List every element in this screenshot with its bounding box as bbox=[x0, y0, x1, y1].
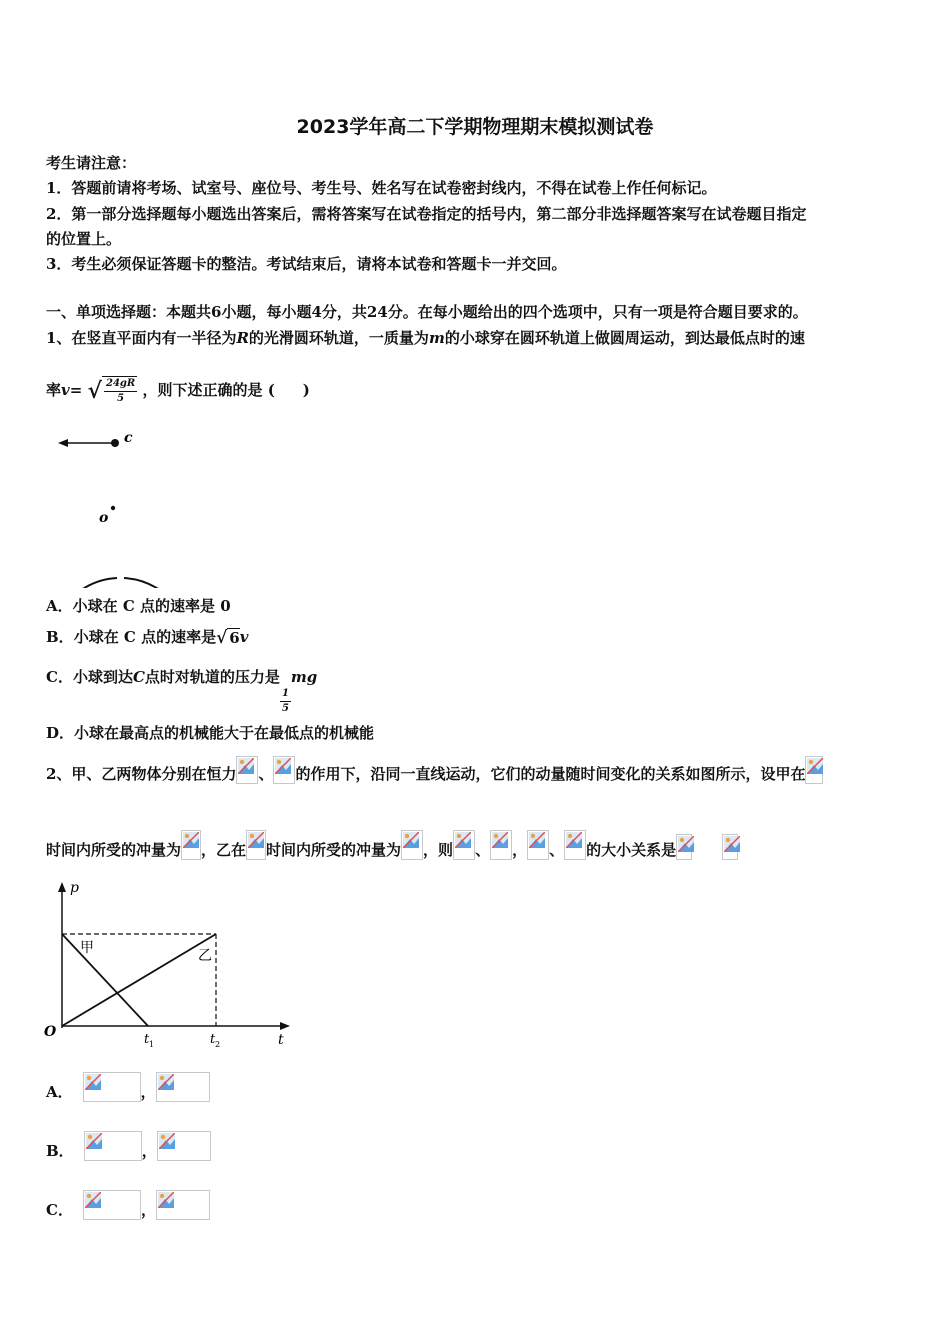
q1-stem-line2: 率v= √ $\frac{24gR}{5}$ ，则下述正确的是 ( ) bbox=[46, 378, 310, 404]
formula-image bbox=[527, 830, 549, 860]
section-heading: 一、单项选择题：本题共6小题，每小题4分，共24分。在每小题给出的四个选项中，只有一项是符合题目要求的。 bbox=[46, 303, 808, 321]
tick-t2-sub: 2 bbox=[215, 1040, 221, 1049]
q1-option-d[interactable]: D．小球在最高点的机械能大于在最低点的机械能 bbox=[46, 724, 375, 742]
center-point bbox=[111, 506, 115, 510]
formula-image bbox=[83, 1190, 141, 1220]
arrow-head-icon bbox=[58, 439, 68, 447]
q1-circle-figure bbox=[40, 428, 200, 588]
q2-option-a[interactable]: A． ， bbox=[46, 1068, 210, 1102]
label-c: c bbox=[124, 430, 133, 446]
q2-option-c[interactable]: C． ， bbox=[46, 1186, 210, 1220]
circle-track bbox=[51, 578, 191, 588]
origin-label: O bbox=[44, 1024, 57, 1040]
formula-image bbox=[181, 830, 201, 860]
notice-item: 的位置上。 bbox=[46, 230, 122, 248]
q1-option-a[interactable]: A．小球在 C 点的速率是 0 bbox=[46, 597, 231, 615]
formula-image bbox=[273, 756, 295, 784]
q2-stem-line1: 2、甲、乙两物体分别在恒力 、 的作用下，沿同一直线运动，它们的动量随时间变化的关系如图所示，设甲在 bbox=[46, 754, 823, 784]
sqrt-expression: √ $\frac{24gR}{5}$ bbox=[87, 378, 136, 404]
t-axis-arrow-icon bbox=[280, 1022, 290, 1030]
formula-image bbox=[453, 830, 475, 860]
notice-item: 2．第一部分选择题每小题选出答案后，需将答案写在试卷指定的括号内，第二部分非选择题答案写在试卷题目指定 bbox=[46, 205, 807, 223]
formula-image bbox=[564, 830, 586, 860]
tick-t2: t bbox=[210, 1032, 216, 1047]
formula-image bbox=[84, 1131, 142, 1161]
formula-image bbox=[156, 1190, 210, 1220]
p-axis-arrow-icon bbox=[58, 882, 66, 892]
axis-label-t: t bbox=[278, 1032, 284, 1048]
notice-heading: 考生请注意： bbox=[46, 154, 137, 172]
formula-image bbox=[246, 830, 266, 860]
notice-item: 1．答题前请将考场、试室号、座位号、考生号、姓名写在试卷密封线内，不得在试卷上作任何标记。 bbox=[46, 179, 717, 197]
line-jia bbox=[62, 934, 148, 1026]
formula-image bbox=[401, 830, 423, 860]
notice-item: 3．考生必须保证答题卡的整洁。考试结束后，请将本试卷和答题卡一并交回。 bbox=[46, 255, 567, 273]
label-o: o bbox=[99, 510, 109, 526]
formula-image bbox=[156, 1072, 210, 1102]
axis-label-p: p bbox=[70, 880, 79, 896]
label-jia: 甲 bbox=[80, 940, 94, 956]
q1-option-c[interactable]: C．小球到达C点时对轨道的压力是 $\frac{1}{5}$ mg bbox=[46, 668, 318, 714]
tick-t1: t bbox=[144, 1032, 150, 1047]
q1-option-b[interactable]: B．小球在 C 点的速率是 √ 6 v bbox=[46, 628, 249, 648]
formula-image bbox=[236, 756, 258, 784]
formula-image bbox=[722, 834, 738, 860]
formula-image bbox=[157, 1131, 211, 1161]
label-yi: 乙 bbox=[198, 948, 212, 964]
tick-t1-sub: 1 bbox=[149, 1040, 155, 1049]
q2-option-b[interactable]: B． ， bbox=[46, 1127, 211, 1161]
formula-image bbox=[676, 834, 692, 860]
ball-point-c bbox=[111, 439, 119, 447]
q2-stem-line2: 时间内所受的冲量为 ，乙在 时间内所受的冲量为 ，则 、 ， 、 的大小关系是 bbox=[46, 828, 738, 860]
q2-momentum-graph bbox=[40, 880, 300, 1052]
page-title: 2023学年高二下学期物理期末模拟测试卷 bbox=[296, 116, 654, 138]
formula-image bbox=[805, 756, 823, 784]
formula-image bbox=[490, 830, 512, 860]
q1-stem-line1: 1、在竖直平面内有一半径为R的光滑圆环轨道，一质量为m的小球穿在圆环轨道上做圆周运动，到达最低点时的速 bbox=[46, 329, 805, 347]
formula-image bbox=[83, 1072, 141, 1102]
